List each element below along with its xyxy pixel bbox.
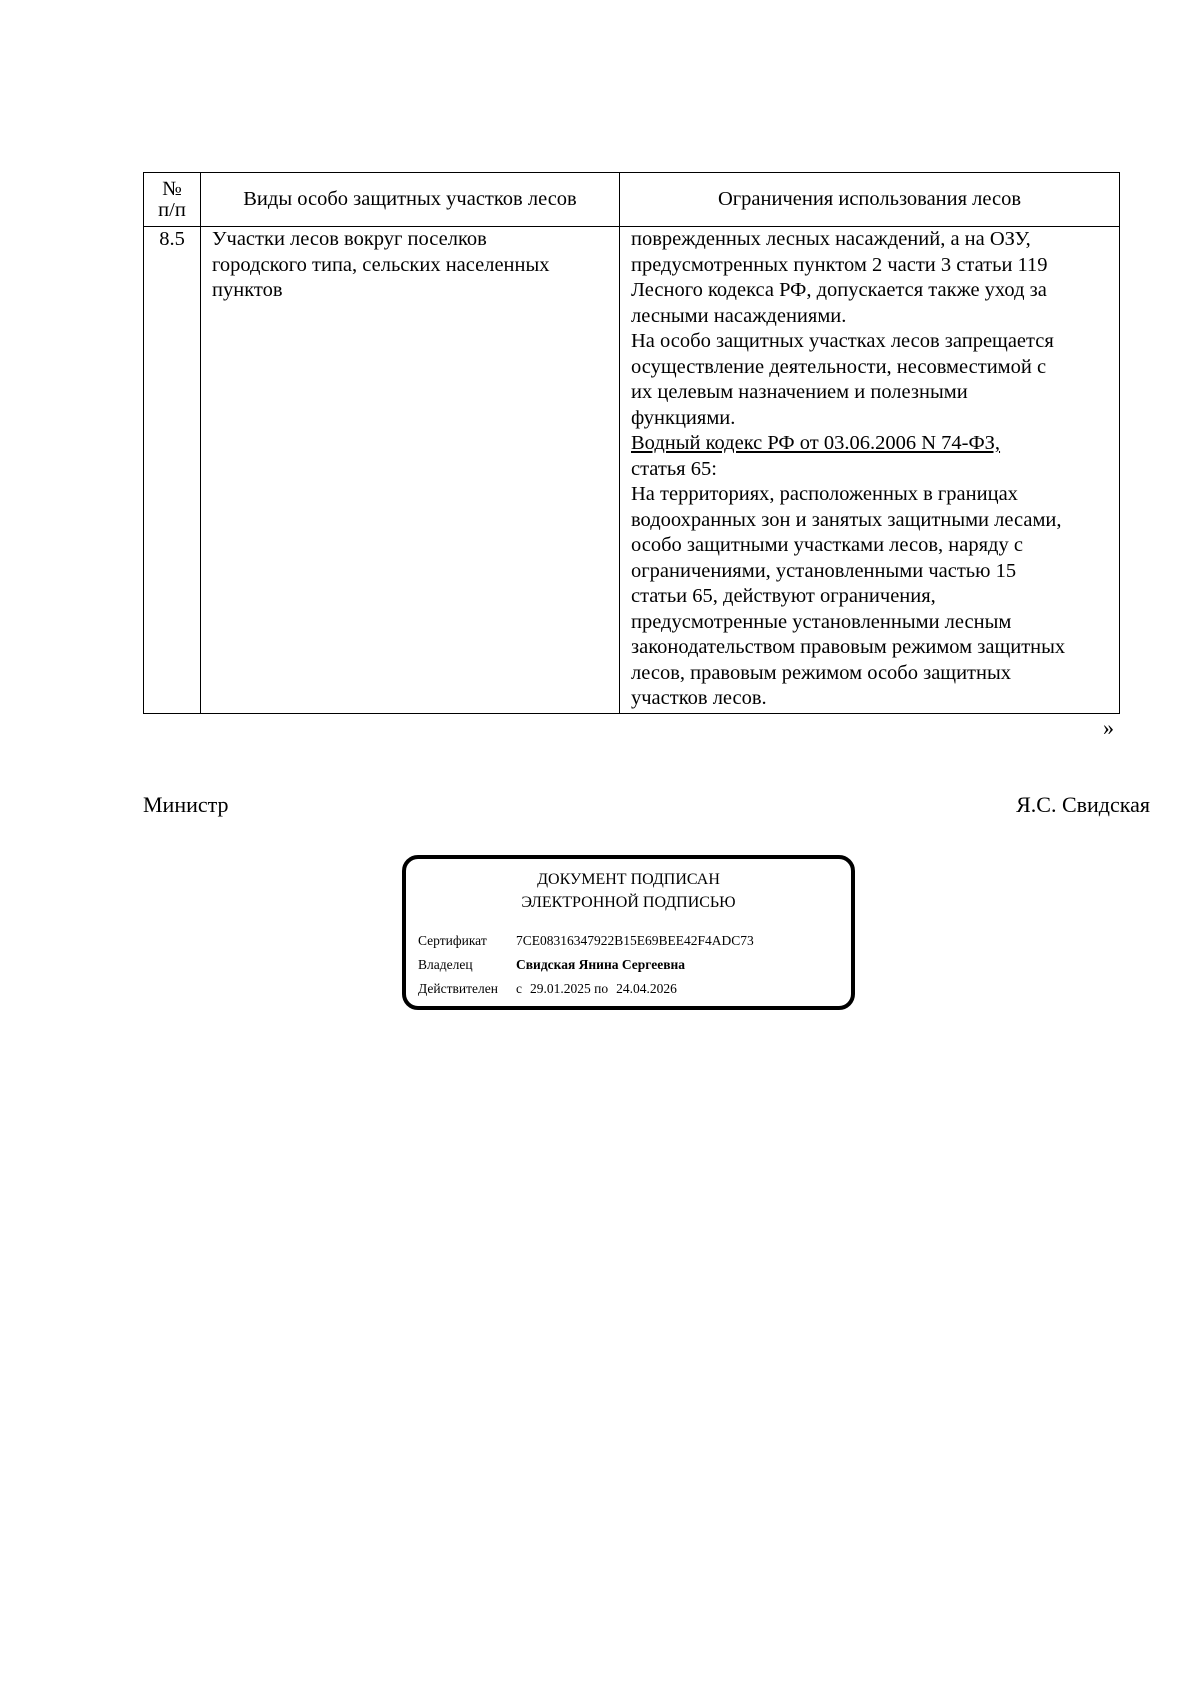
stamp-certificate-value: 7CE08316347922B15E69BEE42F4ADC73 (516, 933, 754, 948)
stamp-owner-label: Владелец (418, 957, 473, 972)
stamp-valid-to-prefix: по (594, 981, 609, 996)
signer-name: Я.С. Свидская (1016, 792, 1150, 817)
header-number-abbr: п/п (158, 198, 186, 221)
restriction-line: осуществление деятельности, несовместимой с (631, 355, 1047, 378)
electronic-signature-stamp (402, 855, 855, 1010)
stamp-certificate-label: Сертификат (418, 933, 487, 948)
row-number: 8.5 (144, 227, 201, 714)
restriction-line: Лесного кодекса РФ, допускается также уход за (631, 279, 1047, 301)
stamp-valid-label: Действителен (418, 981, 498, 996)
restriction-line: ограничениями, установленными частью 15 (631, 559, 1017, 582)
restrictions-table (143, 172, 1120, 714)
restriction-line: их целевым назначением и полезными (631, 381, 968, 403)
stamp-title-line2: ЭЛЕКТРОННОЙ ПОДПИСЬЮ (521, 894, 736, 911)
restriction-line: статья 65: (631, 457, 717, 480)
table-header-row (144, 173, 1120, 227)
restriction-line: функциями. (631, 406, 736, 429)
table-row (144, 227, 1120, 714)
stamp-title-line1: ДОКУМЕНТ ПОДПИСАН (537, 871, 720, 888)
stamp-valid-from-prefix: с (516, 981, 522, 996)
restriction-line: предусмотренных пунктом 2 части 3 статьи 119 (631, 253, 1048, 276)
restriction-line: участков лесов. (631, 687, 767, 709)
stamp-validity-row (418, 980, 677, 998)
stamp-owner-value: Свидская Янина Сергеевна (516, 957, 686, 972)
restriction-line: поврежденных лесных насаждений, а на ОЗУ, (631, 228, 1031, 250)
restriction-line: На территориях, расположенных в границах (631, 483, 1018, 505)
row-restrictions (620, 227, 1120, 714)
stamp-owner-row (418, 956, 685, 974)
row-type-line: городского типа, сельских населенных (212, 253, 550, 276)
header-number-symbol: № (162, 177, 182, 200)
header-restrictions: Ограничения использования лесов (620, 173, 1120, 227)
restriction-line: водоохранных зон и занятых защитными лесами, (631, 508, 1062, 531)
stamp-certificate-row (418, 932, 754, 950)
header-number (144, 173, 201, 227)
stamp-valid-from: 29.01.2025 (530, 981, 591, 996)
header-types: Виды особо защитных участков лесов (201, 173, 620, 227)
stamp-valid-to: 24.04.2026 (616, 981, 677, 996)
row-type (201, 227, 620, 714)
restriction-line: особо защитными участками лесов, наряду с (631, 534, 1023, 556)
row-type-line: пунктов (212, 279, 283, 301)
restriction-line: лесов, правовым режимом особо защитных (631, 661, 1012, 684)
water-code-link[interactable]: Водный кодекс РФ от 03.06.2006 N 74-ФЗ, (631, 432, 1001, 454)
signer-position: Министр (143, 792, 229, 817)
restriction-line: На особо защитных участках лесов запрещается (631, 330, 1054, 352)
restriction-line: лесными насаждениями. (631, 304, 847, 327)
restriction-line: статьи 65, действуют ограничения, (631, 585, 936, 607)
restriction-line: законодательством правовым режимом защитных (631, 636, 1066, 658)
restriction-line: предусмотренные установленными лесным (631, 610, 1012, 633)
row-type-line: Участки лесов вокруг поселков (212, 228, 487, 250)
closing-quote: » (1103, 715, 1114, 740)
